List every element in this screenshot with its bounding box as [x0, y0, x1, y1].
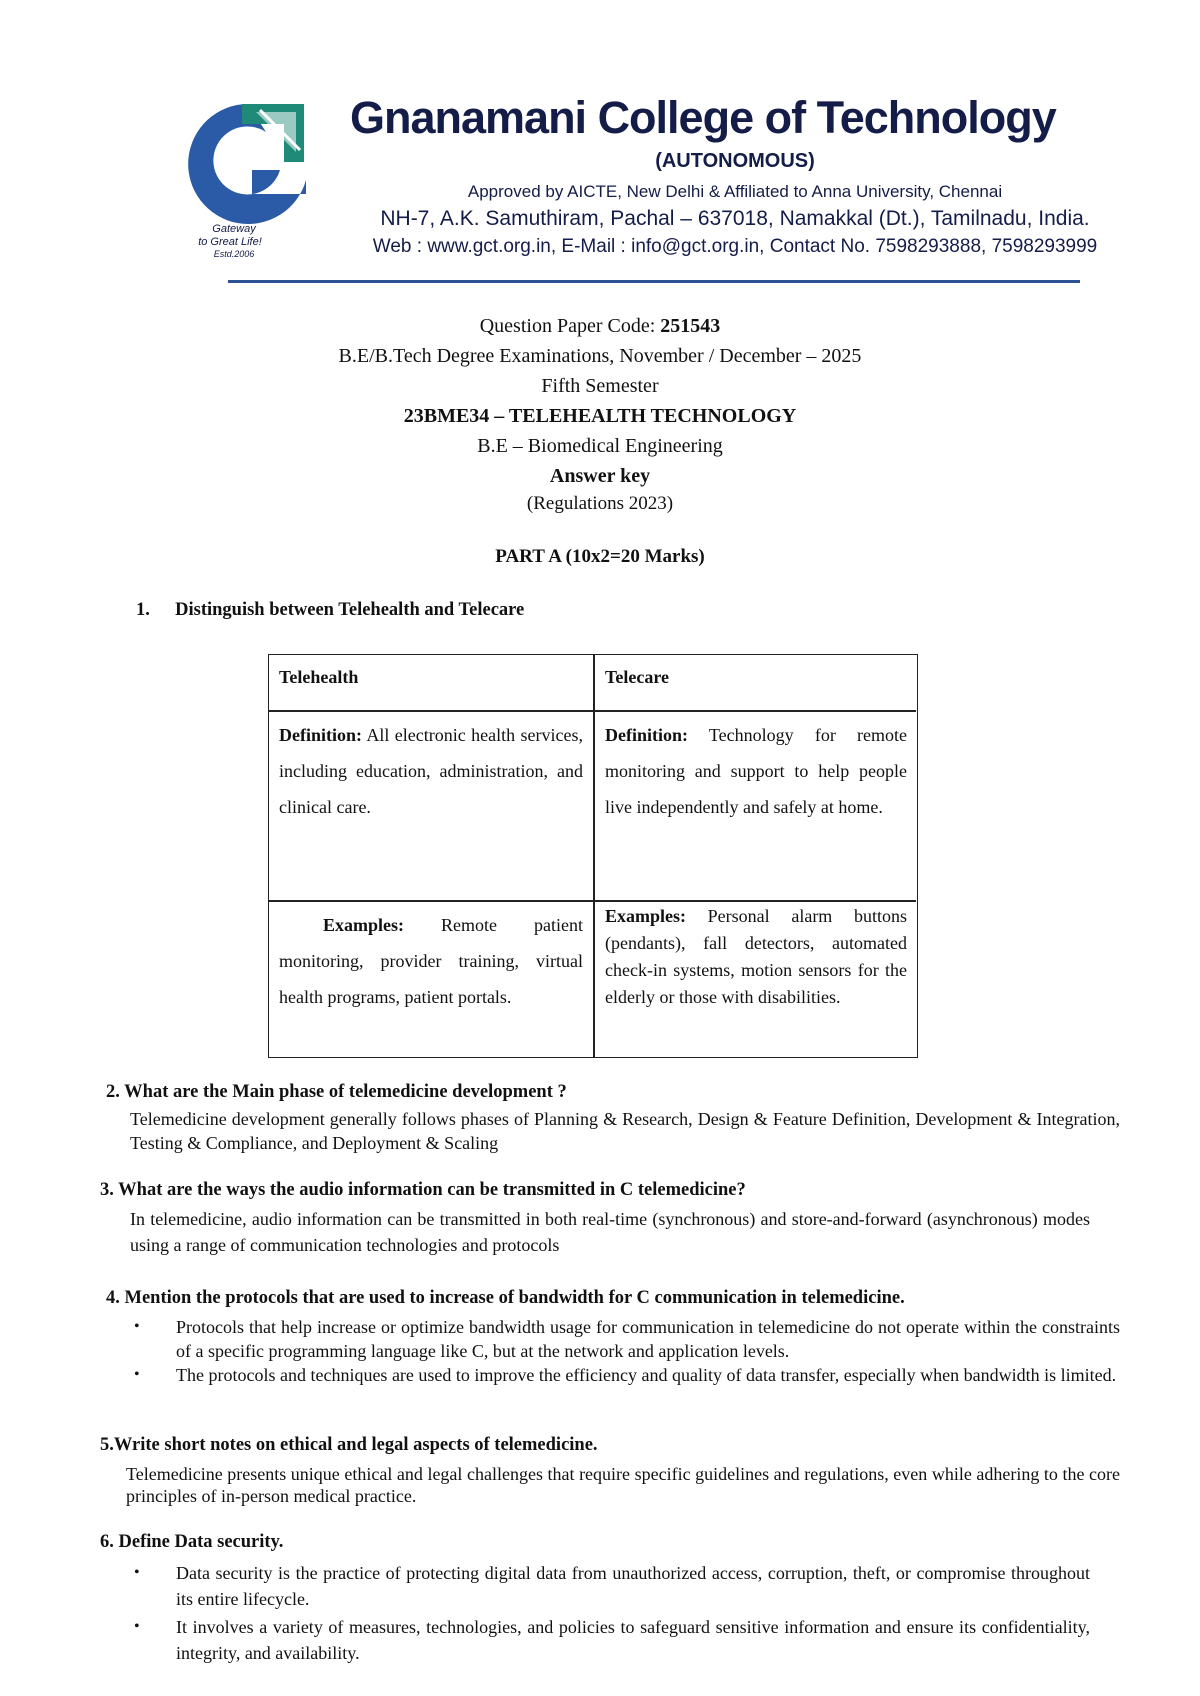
question-3-answer: In telemedicine, audio information can be transmitted in both real-time (synchronous) and store-and-forward (asynchronous) modes using a range of communication technologies and protocols — [130, 1209, 1090, 1255]
question-6-bullets — [130, 1560, 1090, 1666]
telecare-examples-cell — [595, 903, 917, 1011]
table-row-divider — [269, 900, 916, 902]
cell-text: All electronic health services, including education, administration, and clinical care. — [279, 725, 583, 817]
course-title: 23BME34 – TELEHEALTH TECHNOLOGY — [403, 405, 797, 427]
question-6-heading: 6. Define Data security. — [100, 1532, 284, 1552]
bullet-text: Data security is the practice of protecting digital data from unauthorized access, corruption, theft, or compromise throughout its entire lifecycle. — [176, 1563, 1090, 1609]
cell-text: Technology for remote monitoring and support to help people live independently and safely at home. — [605, 725, 907, 817]
cell-label: Examples: — [605, 906, 686, 926]
bullet-icon: • — [134, 1366, 140, 1383]
telecare-definition-cell — [595, 717, 917, 825]
address-line: NH-7, A.K. Samuthiram, Pachal – 637018, Namakkal (Dt.), Tamilnadu, India. — [380, 207, 1090, 230]
table-header-telecare: Telecare — [605, 667, 669, 687]
question-4-heading: 4. Mention the protocols that are used to increase of bandwidth for C communication in telemedicine. — [106, 1288, 905, 1308]
bullet-text: It involves a variety of measures, technologies, and policies to safeguard sensitive information and ensure its confidentiality, integrity, and availability. — [176, 1617, 1090, 1663]
question-2-heading: 2. What are the Main phase of telemedicine development ? — [106, 1082, 567, 1102]
question-4-bullets — [130, 1315, 1120, 1387]
table-header-telehealth: Telehealth — [279, 667, 359, 687]
autonomous-label: (AUTONOMOUS) — [655, 150, 815, 172]
code-value: 251543 — [660, 315, 721, 337]
degree-line: B.E/B.Tech Degree Examinations, November / December – 2025 — [338, 345, 862, 367]
comparison-table — [268, 654, 918, 1058]
question-paper-code — [0, 315, 1200, 338]
bullet-icon: • — [134, 1318, 140, 1335]
bullet-icon: • — [134, 1564, 140, 1581]
question-1-heading — [136, 600, 524, 621]
semester: Fifth Semester — [541, 375, 659, 397]
college-logo — [180, 96, 315, 266]
question-5-answer: Telemedicine presents unique ethical and legal challenges that require specific guidelines and regulations, even while adhering to the core principles of in-person medical practice. — [126, 1464, 1120, 1506]
cell-label: Definition: — [279, 725, 362, 745]
question-1-text: Distinguish between Telehealth and Telecare — [175, 600, 525, 620]
code-label: Question Paper Code: — [479, 315, 661, 337]
header-divider — [228, 280, 1080, 283]
bullet-text: The protocols and techniques are used to improve the efficiency and quality of data transfer, especially when bandwidth is limited. — [176, 1365, 1117, 1385]
question-2-answer: Telemedicine development generally follows phases of Planning & Research, Design & Feature Definition, Development & Integration, Testing & Compliance, and Deployment & Scaling — [130, 1109, 1120, 1153]
cell-text: Personal alarm buttons (pendants), fall detectors, automated check-in systems, motion sensors for the elderly or those with disabilities. — [605, 906, 907, 1007]
logo-tagline-1: Gateway — [212, 223, 256, 235]
logo-tagline-3: Estd.2006 — [213, 249, 255, 259]
bullet-item — [130, 1560, 1090, 1612]
bullet-icon: • — [134, 1618, 140, 1635]
bullet-text: Protocols that help increase or optimize bandwidth usage for communication in telemedicine do not operate within the constraints of a specific programming language like C, but at the network and application levels. — [176, 1317, 1120, 1361]
regulations: (Regulations 2023) — [526, 493, 674, 514]
contact-line: Web : www.gct.org.in, E-Mail : info@gct.org.in, Contact No. 7598293888, 7598293999 — [372, 236, 1098, 257]
cell-label: Examples: — [323, 915, 404, 935]
question-3-heading: 3. What are the ways the audio information can be transmitted in C telemedicine? — [100, 1180, 746, 1200]
telehealth-definition-cell — [269, 717, 593, 825]
telehealth-examples-cell — [269, 907, 593, 1015]
part-heading: PART A (10x2=20 Marks) — [495, 546, 705, 567]
question-5-heading: 5.Write short notes on ethical and legal aspects of telemedicine. — [100, 1435, 598, 1455]
question-1-number: 1. — [136, 600, 150, 620]
logo-tagline-2: to Great Life! — [198, 236, 262, 248]
bullet-item — [130, 1363, 1120, 1387]
bullet-item — [130, 1315, 1120, 1363]
cell-label: Definition: — [605, 725, 688, 745]
doc-type: Answer key — [549, 465, 651, 487]
college-name: Gnanamani College of Technology — [350, 92, 1056, 143]
approval-line: Approved by AICTE, New Delhi & Affiliated to Anna University, Chennai — [467, 182, 1003, 201]
logo-emblem-icon — [180, 96, 315, 266]
branch: B.E – Biomedical Engineering — [477, 435, 723, 457]
cell-text: Remote patient monitoring, provider training, virtual health programs, patient portals. — [279, 915, 583, 1007]
bullet-item — [130, 1614, 1090, 1666]
table-row-divider — [269, 710, 916, 712]
